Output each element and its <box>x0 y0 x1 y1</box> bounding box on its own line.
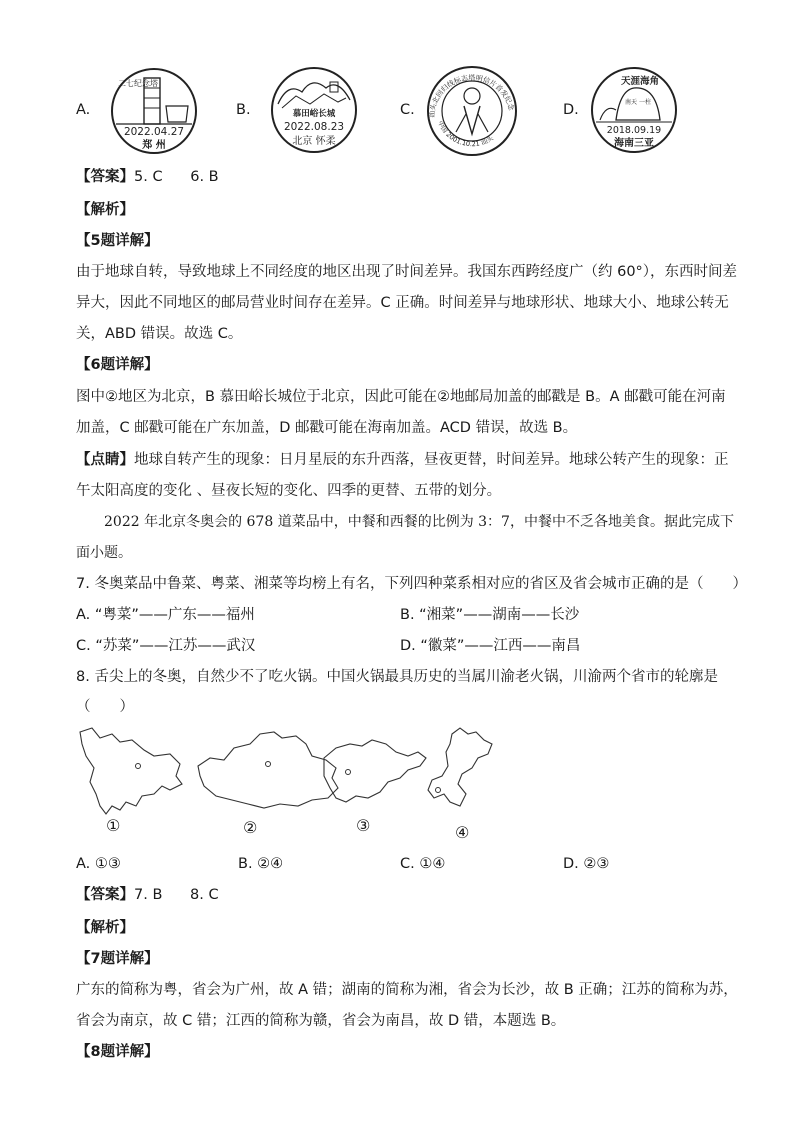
stamp-a-city: 郑 州 <box>142 140 166 151</box>
q7-detail-heading: 【7题详解】 <box>76 951 159 967</box>
stamp-c-ring-text: 汕头北回归线标志塔明信片首发纪念 <box>427 73 516 119</box>
postmark-stamp-a <box>106 66 202 156</box>
province-outline-maps <box>74 724 494 824</box>
map-label-3: ③ <box>356 816 371 835</box>
capital-dot-4 <box>436 788 441 793</box>
q7-option-c: C. “苏菜”——江苏——武汉 <box>76 638 256 654</box>
passage-line-2: 面小题。 <box>76 545 132 561</box>
postmark-stamp-c <box>422 64 522 158</box>
q7-option-d: D. “徽菜”——江西——南昌 <box>400 638 581 654</box>
answer-7-8 <box>76 885 219 905</box>
q8-detail-heading: 【8题详解】 <box>76 1044 159 1060</box>
q6-detail-line-2: 加盖，C 邮戳可能在广东加盖，D 邮戳可能在海南加盖。ACD 错误，故选 B。 <box>76 420 578 436</box>
map-outline-3-shandong <box>324 740 426 802</box>
dianjing-label: 【点睛】 <box>76 452 134 468</box>
stamp-a-date: 2022.04.27 <box>123 126 185 138</box>
q8-stem-paren: （ ） <box>76 699 134 715</box>
q8-option-a: A. ①③ <box>76 856 121 872</box>
answer-5-6 <box>76 167 219 187</box>
q8-option-c: C. ①④ <box>400 856 446 872</box>
map-label-4: ④ <box>455 823 470 842</box>
capital-dot-1 <box>136 764 141 769</box>
stamp-b-city: 北京 怀柔 <box>292 136 336 147</box>
q8-option-d: D. ②③ <box>563 856 610 872</box>
stamp-a-top-text: 二七纪念塔 <box>118 79 158 88</box>
stamp-option-letter-d: D. <box>563 102 579 118</box>
stamp-b-date: 2022.08.23 <box>283 121 345 133</box>
answer-label: 【答案】 <box>76 169 134 185</box>
stamp-option-letter-c: C. <box>400 102 415 118</box>
map-label-2: ② <box>243 818 258 837</box>
dianjing-line-2: 午太阳高度的变化 、昼夜长短的变化、四季的更替、五带的划分。 <box>76 483 502 499</box>
analysis-heading: 【解析】 <box>76 202 134 218</box>
q6-detail-line-1: 图中②地区为北京，B 慕田峪长城位于北京，因此可能在②地邮局加盖的邮戳是 B。A 邮戳可能在河南 <box>76 389 726 405</box>
map-outline-1-sichuan <box>80 728 182 814</box>
stamp-option-letter-b: B. <box>236 102 251 118</box>
q7-option-a: A. “粤菜”——广东——福州 <box>76 607 255 623</box>
q7-detail-line-2: 省会为南京，故 C 错；江西的简称为赣，省会为南昌，故 D 错，本题选 B。 <box>76 1013 566 1029</box>
q5-detail-line-1: 由于地球自转，导致地球上不同经度的地区出现了时间差异。我国东西跨经度广（约 60°），东西时间差 <box>76 264 738 280</box>
answer-label-2: 【答案】 <box>76 887 134 903</box>
q7-stem: 7. 冬奥菜品中鲁菜、粤菜、湘菜等均榜上有名，下列四种菜系相对应的省区及省会城市正确的是（ ） <box>76 576 747 592</box>
q5-detail-line-2: 异大，因此不同地区的邮局营业时间存在差异。C 正确。时间差异与地球形状、地球大小、地球公转无 <box>76 295 729 311</box>
postmark-stamp-b <box>266 64 362 156</box>
answer-text: 5. C 6. B <box>134 169 219 185</box>
map-label-1: ① <box>106 816 121 835</box>
q7-option-b: B. “湘菜”——湖南——长沙 <box>400 607 580 623</box>
stamp-d-city: 海南三亚 <box>614 138 654 149</box>
stamp-c-date: 中国 2001.10.21 汕头 <box>436 119 495 149</box>
analysis-heading-2: 【解析】 <box>76 920 134 936</box>
stamp-d-date: 2018.09.19 <box>606 125 662 136</box>
map-outline-2-xinjiang <box>198 732 338 808</box>
stamp-option-letter-a: A. <box>76 102 91 118</box>
stamp-b-top-text: 慕田峪长城 <box>292 109 336 119</box>
q8-option-b: B. ②④ <box>238 856 284 872</box>
q5-detail-heading: 【5题详解】 <box>76 233 159 249</box>
map-outline-4-chongqing <box>428 728 492 806</box>
postmark-stamp-d <box>586 64 682 156</box>
answer-text-2: 7. B 8. C <box>134 887 219 903</box>
q5-detail-line-3: 关，ABD 错误。故选 C。 <box>76 326 243 342</box>
dianjing-line-1 <box>76 450 729 470</box>
stamp-d-mid-text: 南天 一柱 <box>625 99 651 106</box>
dianjing-text-1: 地球自转产生的现象：日月星辰的东升西落，昼夜更替，时间差异。地球公转产生的现象：正 <box>134 452 729 468</box>
q6-detail-heading: 【6题详解】 <box>76 357 159 373</box>
capital-dot-2 <box>266 762 271 767</box>
passage-line-1: 2022 年北京冬奥会的 678 道菜品中，中餐和西餐的比例为 3：7，中餐中不乏各地美食。据此完成下 <box>104 514 734 530</box>
capital-dot-3 <box>346 770 351 775</box>
q7-detail-line-1: 广东的简称为粤，省会为广州，故 A 错；湖南的简称为湘，省会为长沙，故 B 正确；江苏的简称为苏， <box>76 982 738 998</box>
q8-stem: 8. 舌尖上的冬奥，自然少不了吃火锅。中国火锅最具历史的当属川渝老火锅，川渝两个省市的轮廓是 <box>76 669 718 685</box>
stamp-d-top-text: 天涯海角 <box>620 76 660 87</box>
